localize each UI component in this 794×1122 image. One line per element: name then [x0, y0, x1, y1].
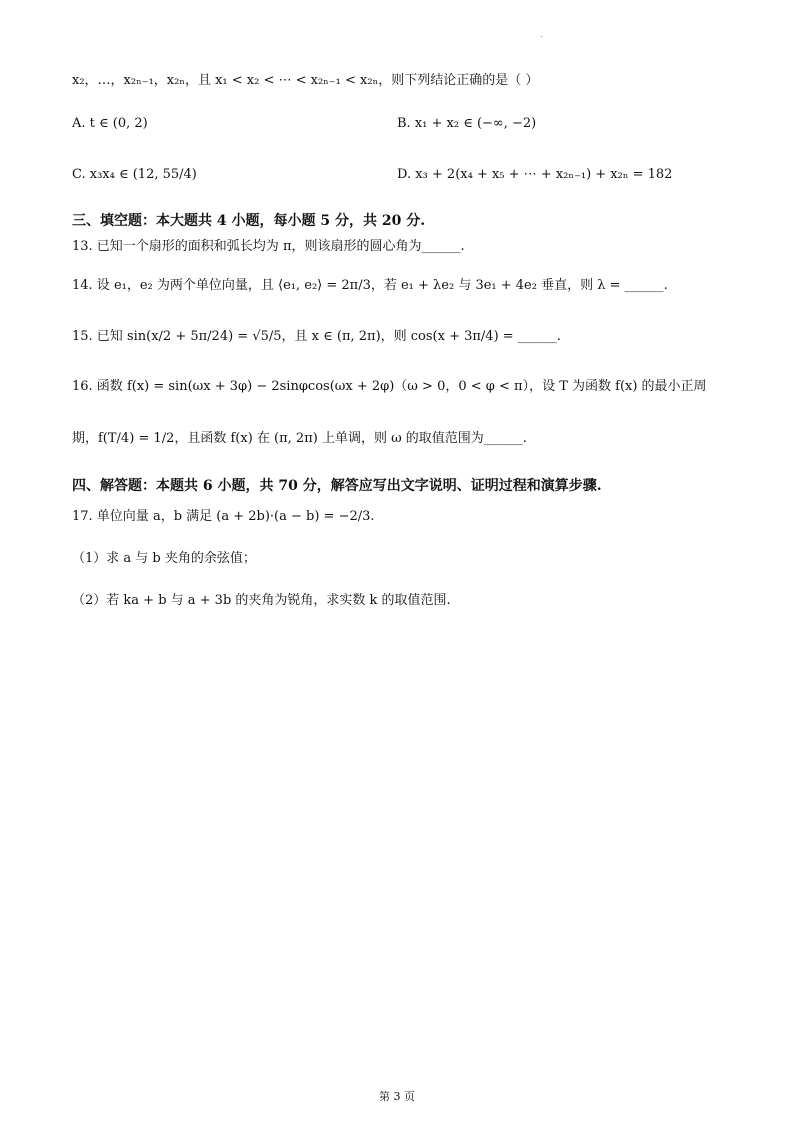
question-12-option-d: D. x₃ + 2(x₄ + x₅ + ⋯ + x₂ₙ₋₁) + x₂ₙ = 182: [397, 167, 673, 182]
page-number: 第 3 页: [379, 1090, 415, 1103]
section-3-heading: 三、填空题：本大题共 4 小题，每小题 5 分，共 20 分.: [72, 213, 426, 229]
question-12-option-c: C. x₃x₄ ∈ (12, 55/4): [72, 167, 197, 182]
question-12-option-b: B. x₁ + x₂ ∈ (−∞, −2): [397, 116, 537, 131]
question-12-stem-tail: x₂，…，x₂ₙ₋₁，x₂ₙ，且 x₁ < x₂ < ⋯ < x₂ₙ₋₁ < x₂ₙ，则下列结论正确的是（ ）: [72, 73, 539, 88]
question-16-line-2: 期，f(T/4) = 1/2，且函数 f(x) 在 (π, 2π) 上单调，则 ω 的取值范围为______.: [72, 431, 527, 446]
question-17-part-1: （1）求 a 与 b 夹角的余弦值；: [72, 551, 256, 566]
section-4-heading: 四、解答题：本题共 6 小题，共 70 分，解答应写出文字说明、证明过程和演算步骤.: [72, 478, 602, 494]
question-15: 15. 已知 sin(x/2 + 5π/24) = √5/5，且 x ∈ (π, 2π)，则 cos(x + 3π/4) = ______.: [72, 329, 561, 344]
question-12-option-a: A. t ∈ (0, 2): [72, 116, 148, 131]
question-17-stem: 17. 单位向量 a，b 满足 (a + 2b)·(a − b) = −2/3.: [72, 509, 375, 524]
question-16-line-1: 16. 函数 f(x) = sin(ωx + 3φ) − 2sinφcos(ωx + 2φ)（ω > 0，0 < φ < π），设 T 为函数 f(x) 的最小正周: [72, 379, 707, 394]
top-mark: .: [540, 30, 543, 39]
question-17-part-2: （2）若 ka + b 与 a + 3b 的夹角为锐角，求实数 k 的取值范围.: [72, 593, 451, 608]
question-14: 14. 设 e₁，e₂ 为两个单位向量，且 ⟨e₁, e₂⟩ = 2π/3，若 e₁ + λe₂ 与 3e₁ + 4e₂ 垂直，则 λ = ______.: [72, 278, 668, 293]
question-13: 13. 已知一个扇形的面积和弧长均为 π，则该扇形的圆心角为______.: [72, 239, 465, 254]
